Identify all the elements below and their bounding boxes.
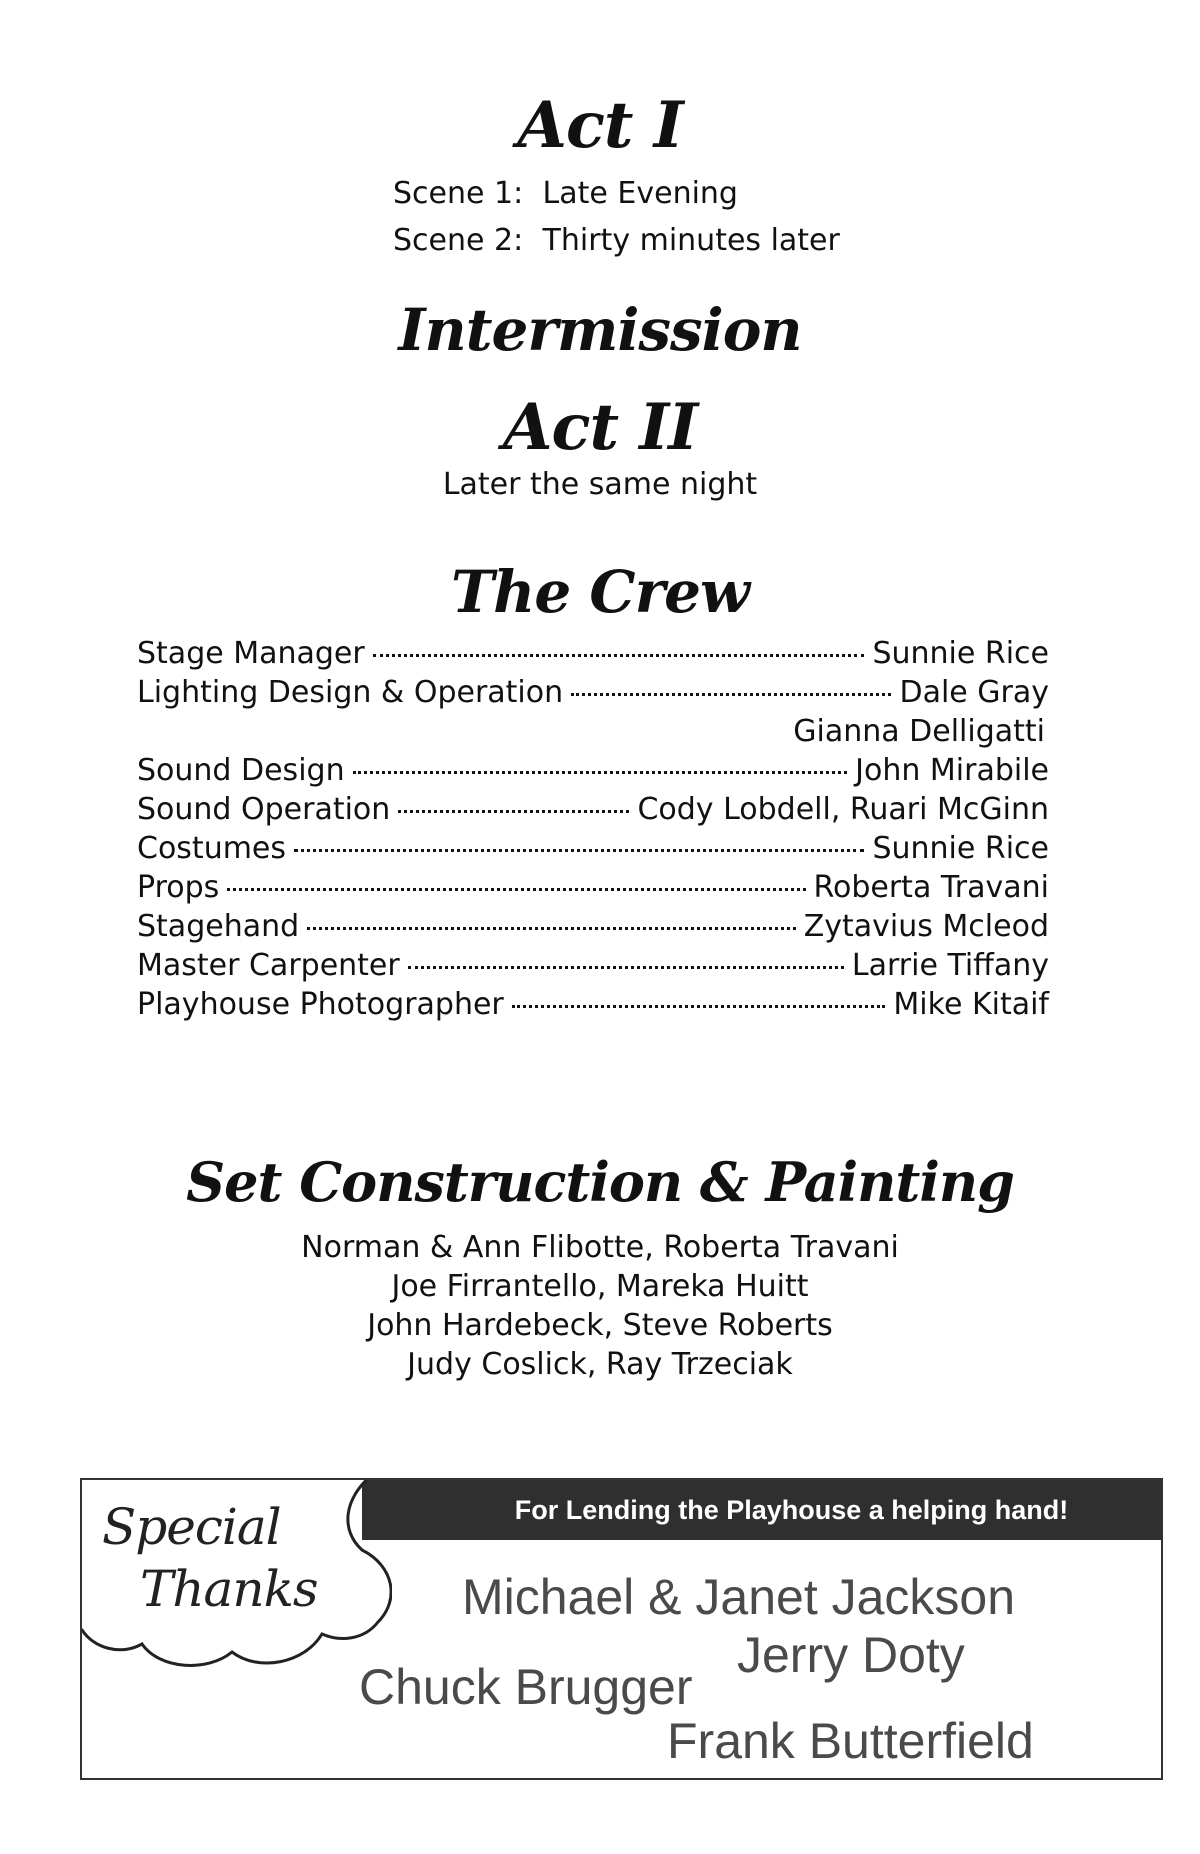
crew-list xyxy=(137,634,1049,1024)
thanks-name: Michael & Janet Jackson xyxy=(462,1569,1016,1625)
crew-name: Larrie Tiffany xyxy=(851,948,1049,983)
crew-name: John Mirabile xyxy=(855,753,1049,788)
crew-role: Stage Manager xyxy=(137,636,365,671)
thanks-name: Jerry Doty xyxy=(737,1627,965,1683)
thanks-script: Thanks xyxy=(140,1560,318,1618)
crew-row xyxy=(137,790,1049,829)
set-names-line: Norman & Ann Flibotte, Roberta Travani xyxy=(301,1230,899,1265)
intermission-heading: Intermission xyxy=(398,296,802,364)
crew-row xyxy=(137,985,1049,1024)
scene-1-text: Late Evening xyxy=(542,176,738,211)
thanks-name: Frank Butterfield xyxy=(667,1713,1034,1769)
crew-name: Zytavius Mcleod xyxy=(803,909,1049,944)
act-2-heading: Act II xyxy=(502,390,698,465)
crew-name: Roberta Travani xyxy=(813,870,1049,905)
special-thanks-box xyxy=(80,1478,1163,1780)
act-1-scenes xyxy=(393,170,840,264)
set-construction-heading: Set Construction & Painting xyxy=(186,1150,1014,1214)
crew-row xyxy=(137,673,1049,712)
crew-role: Costumes xyxy=(137,831,287,866)
special-script: Special xyxy=(102,1498,281,1556)
dot-leader xyxy=(294,849,864,852)
crew-name: Sunnie Rice xyxy=(872,831,1049,866)
crew-role: Master Carpenter xyxy=(137,948,400,983)
crew-role: Sound Operation xyxy=(137,792,391,827)
crew-name: Mike Kitaif xyxy=(893,987,1049,1022)
scene-1 xyxy=(393,170,840,217)
crew-name: Cody Lobdell, Ruari McGinn xyxy=(637,792,1049,827)
crew-row xyxy=(137,829,1049,868)
scene-1-label: Scene 1: xyxy=(393,176,524,211)
thanks-banner: For Lending the Playhouse a helping hand! xyxy=(362,1480,1161,1540)
crew-heading: The Crew xyxy=(451,558,749,626)
crew-role: Sound Design xyxy=(137,753,345,788)
dot-leader xyxy=(571,693,891,696)
crew-extra-name: Gianna Delligatti xyxy=(793,714,1045,749)
crew-name: Sunnie Rice xyxy=(872,636,1049,671)
dot-leader xyxy=(373,654,865,657)
crew-role: Props xyxy=(137,870,220,905)
dot-leader xyxy=(227,888,805,891)
scene-2-label: Scene 2: xyxy=(393,223,524,258)
crew-role: Lighting Design & Operation xyxy=(137,675,564,710)
crew-row xyxy=(137,751,1049,790)
act-2-subtitle: Later the same night xyxy=(442,467,758,502)
thanks-name: Chuck Brugger xyxy=(359,1659,693,1715)
dot-leader xyxy=(512,1005,886,1008)
crew-role: Playhouse Photographer xyxy=(137,987,504,1022)
crew-row xyxy=(137,868,1049,907)
crew-row xyxy=(137,946,1049,985)
dot-leader xyxy=(408,966,844,969)
dot-leader xyxy=(398,810,629,813)
set-names-line: John Hardebeck, Steve Roberts xyxy=(367,1308,833,1343)
crew-row xyxy=(137,634,1049,673)
set-construction-names xyxy=(0,1228,1200,1384)
set-names-line: Joe Firrantello, Mareka Huitt xyxy=(391,1269,809,1304)
crew-role: Stagehand xyxy=(137,909,300,944)
dot-leader xyxy=(307,927,796,930)
scene-2 xyxy=(393,217,840,264)
set-names-line: Judy Coslick, Ray Trzeciak xyxy=(407,1347,793,1382)
crew-name: Dale Gray xyxy=(899,675,1049,710)
act-1-heading: Act I xyxy=(517,88,683,163)
crew-row xyxy=(137,907,1049,946)
dot-leader xyxy=(353,771,848,774)
scene-2-text: Thirty minutes later xyxy=(542,223,840,258)
